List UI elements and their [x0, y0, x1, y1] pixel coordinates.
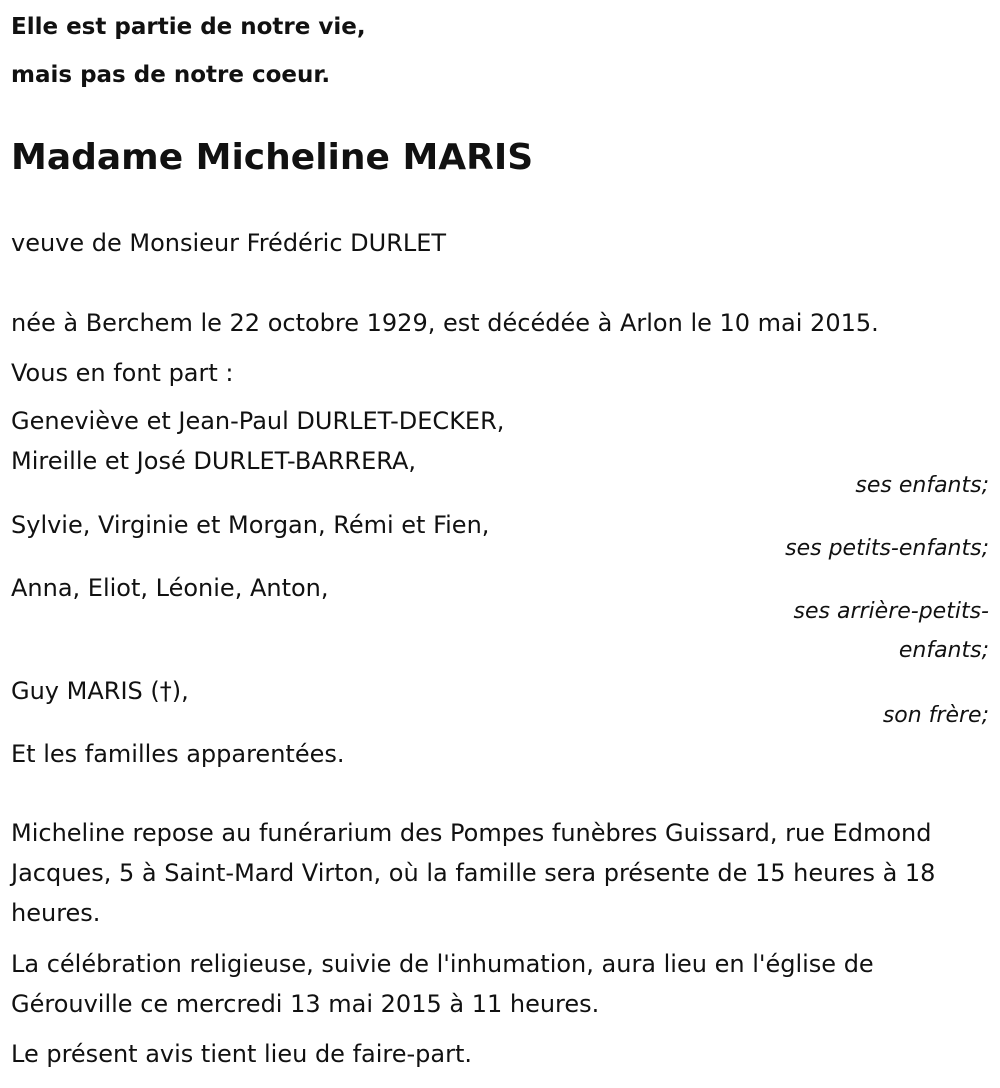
great-grandchildren-line: Anna, Eliot, Léonie, Anton,	[11, 574, 329, 602]
birth-death-line: née à Berchem le 22 octobre 1929, est décédée à Arlon le 10 mai 2015.	[11, 309, 879, 337]
epigraph-line-1: Elle est partie de notre vie,	[11, 14, 366, 40]
ceremony-paragraph: La célébration religieuse, suivie de l'inhumation, aura lieu en l'église de Gérouville ce mercredi 13 mai 2015 à 11 heures.	[11, 950, 874, 1018]
closing-line: Le présent avis tient lieu de faire-part.	[11, 1040, 473, 1068]
great-grandchildren-role-line-2: enfants;	[898, 638, 989, 663]
families-line: Et les familles apparentées.	[11, 740, 345, 768]
great-grandchildren-role-line-1: ses arrière-petits-	[793, 599, 989, 624]
brother-line: Guy MARIS (†),	[11, 677, 189, 705]
grandchildren-role: ses petits-enfants;	[785, 536, 989, 561]
widow-of-line: veuve de Monsieur Frédéric DURLET	[11, 229, 447, 257]
children-line-1: Geneviève et Jean-Paul DURLET-DECKER,	[11, 407, 505, 435]
grandchildren-line: Sylvie, Virginie et Morgan, Rémi et Fien,	[11, 511, 490, 539]
epigraph-line-2: mais pas de notre coeur.	[11, 62, 331, 88]
brother-role: son frère;	[882, 703, 989, 728]
deceased-name: Madame Micheline MARIS	[11, 137, 534, 178]
children-role: ses enfants;	[855, 473, 989, 498]
children-line-2: Mireille et José DURLET-BARRERA,	[11, 447, 417, 475]
funeral-home-paragraph: Micheline repose au funérarium des Pompes funèbres Guissard, rue Edmond Jacques, 5 à Saint-Mard Virton, où la famille sera présente de 15 heures à 18 heures.	[11, 819, 936, 927]
announce-intro: Vous en font part :	[11, 359, 234, 387]
